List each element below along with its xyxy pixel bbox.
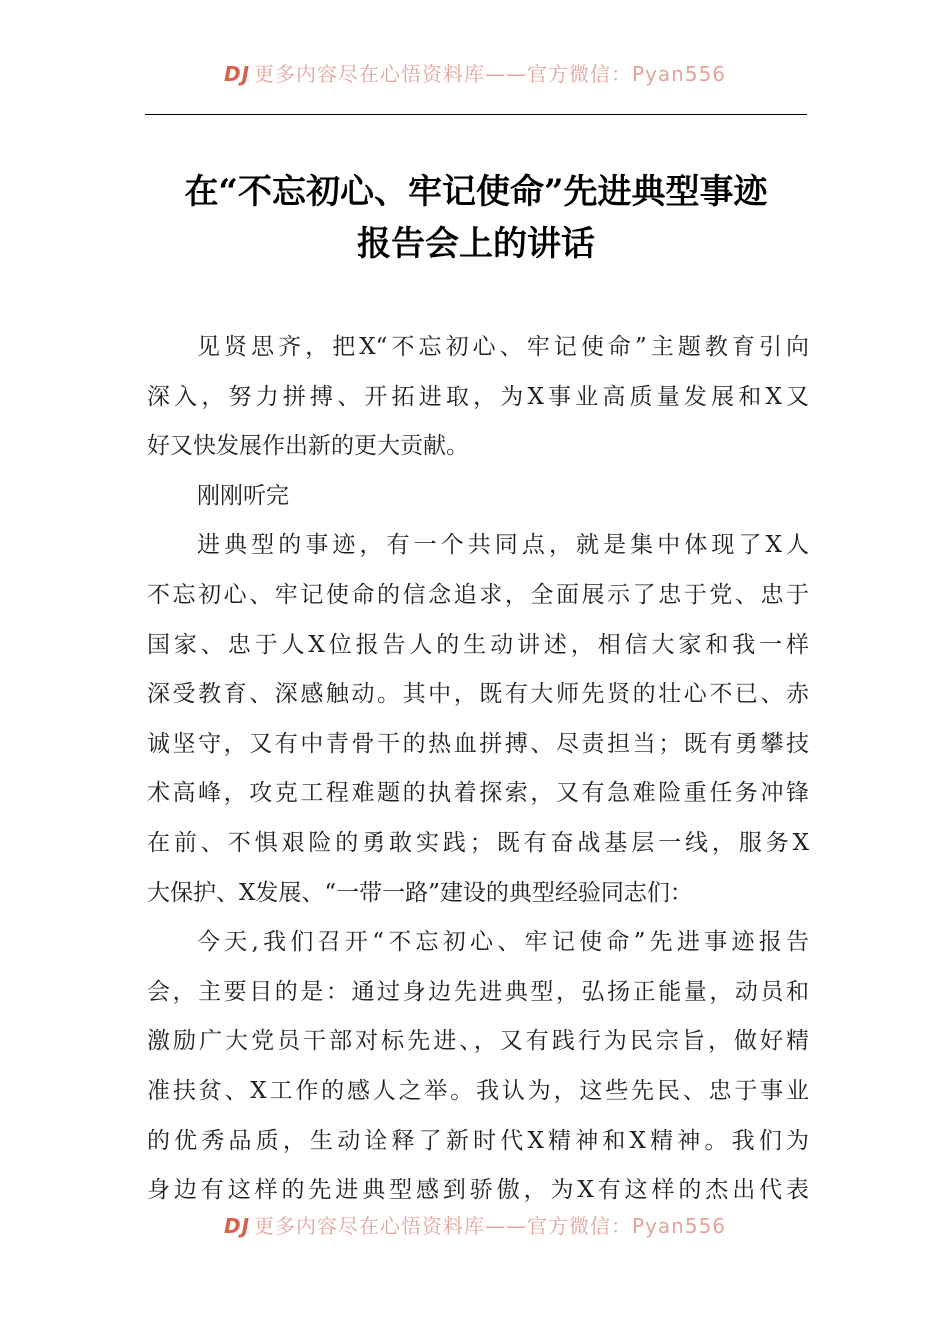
- header-divider: [145, 114, 807, 115]
- body-line: 今天,我们召开“不忘初心、牢记使命”先进事迹报告: [197, 929, 809, 956]
- title-line-2: 报告会上的讲话: [357, 224, 595, 264]
- body-line: 会，主要目的是：通过身边先进典型，弘扬正能量，动员和: [147, 978, 809, 1005]
- body-line: 深入，努力拼搏、开拓进取，为X事业高质量发展和X又: [147, 383, 809, 410]
- title-line-1: 在“不忘初心、牢记使命”先进典型事迹: [184, 172, 768, 212]
- body-line: 国家、忠于人X位报告人的生动讲述，相信大家和我一样: [147, 631, 809, 658]
- body-line: 诚坚守，又有中青骨干的热血拼搏、尽责担当；既有勇攀技: [147, 730, 809, 757]
- body-line: 术高峰，攻克工程难题的执着探索，又有急难险重任务冲锋: [147, 780, 809, 807]
- body-line: 见贤思齐，把X“不忘初心、牢记使命”主题教育引向: [197, 334, 809, 360]
- watermark-header: [0, 58, 950, 87]
- body-line: 激励广大党员干部对标先进、，又有践行为民宗旨，做好精: [147, 1028, 809, 1055]
- body-line: 的优秀品质，生动诠释了新时代X精神和X精神。我们为: [147, 1127, 809, 1154]
- watermark-logo: DJ: [223, 1214, 251, 1238]
- body-line: 在前、不惧艰险的勇敢实践；既有奋战基层一线，服务X: [147, 829, 809, 856]
- body-line: 刚刚听完: [197, 482, 289, 509]
- body-line: 不忘初心、牢记使命的信念追求，全面展示了忠于党、忠于: [147, 581, 809, 608]
- watermark-text: 更多内容尽在心悟资料库——官方微信：Pyan556: [254, 62, 727, 86]
- watermark-text: 更多内容尽在心悟资料库——官方微信：Pyan556: [254, 1214, 727, 1238]
- body-line: 进典型的事迹，有一个共同点，就是集中体现了X人: [197, 532, 809, 559]
- document-body: [147, 323, 809, 1216]
- body-line: 好又快发展作出新的更大贡献。: [147, 433, 469, 460]
- body-line: 准扶贫、X工作的感人之举。我认为，这些先民、忠于事业: [147, 1077, 809, 1104]
- body-line: 身边有这样的先进典型感到骄傲，为X有这样的杰出代表: [147, 1177, 809, 1204]
- body-line: 深受教育、深感触动。其中，既有大师先贤的壮心不已、赤: [147, 681, 809, 708]
- watermark-logo: DJ: [223, 62, 251, 86]
- document-title: [145, 166, 807, 270]
- body-line: 大保护、X发展、“一带一路”建设的典型经验同志们：: [147, 879, 693, 906]
- watermark-footer: [0, 1210, 950, 1239]
